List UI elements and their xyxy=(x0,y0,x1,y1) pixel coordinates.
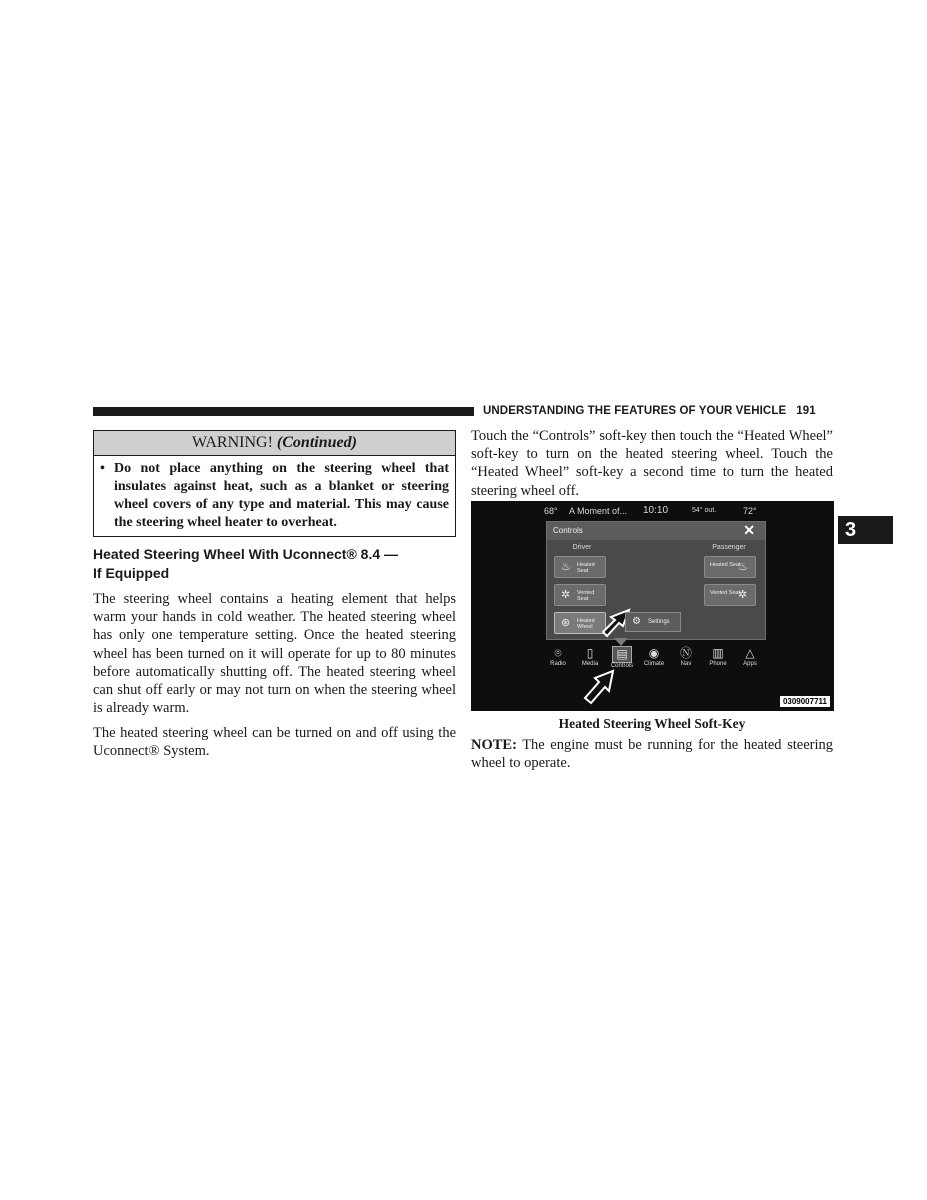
nav-label: Controls xyxy=(610,663,634,669)
passenger-vented-seat-button[interactable] xyxy=(704,584,756,606)
button-label: Vented Seat xyxy=(577,590,595,602)
vented-seat-icon: ✲ xyxy=(561,589,571,601)
note-paragraph xyxy=(471,736,833,772)
steering-wheel-icon: ⊛ xyxy=(561,617,571,629)
compass-icon: Ⓝ xyxy=(679,646,692,660)
status-temp-out: 54° out. xyxy=(692,507,717,514)
nav-phone[interactable] xyxy=(703,646,733,667)
status-temp-in: 68° xyxy=(544,506,558,516)
heated-seat-icon: ♨ xyxy=(738,561,748,573)
gear-icon: ⚙ xyxy=(632,616,641,627)
figure-caption: Heated Steering Wheel Soft-Key xyxy=(558,716,746,731)
warning-text: Do not place anything on the steering wheel that insulates against heat, such as a blanket or steering wheel covers of any type and material. This may cause the steering wheel heater to overheat. xyxy=(114,461,449,530)
bottom-nav xyxy=(543,646,765,678)
warning-item xyxy=(94,456,455,532)
button-label: Vented Seat xyxy=(710,590,740,596)
media-icon: ▯ xyxy=(586,646,594,660)
section-heading-line1: Heated Steering Wheel With Uconnect® 8.4 — xyxy=(93,546,399,562)
nav-label: Climate xyxy=(643,661,665,667)
climate-icon: ◉ xyxy=(648,646,660,660)
phone-icon: ▥ xyxy=(712,646,724,660)
button-label: Heated Wheel xyxy=(577,618,595,630)
button-label: Settings xyxy=(648,619,670,625)
driver-vented-seat-button[interactable] xyxy=(554,584,606,606)
panel-title-bar xyxy=(547,522,765,540)
controls-icon: ▤ xyxy=(612,646,632,663)
panel-title: Controls xyxy=(553,526,583,535)
paragraph-instructions: Touch the “Controls” soft-key then touch the “Heated Wheel” soft-key to turn on the heated steering wheel. Touch the “Heated Wheel” soft-key a second time to turn the heated steering wheel off. xyxy=(471,428,833,499)
arrow-icon xyxy=(579,665,623,709)
nav-climate[interactable] xyxy=(639,646,669,667)
note-text: The engine must be running for the heated steering wheel to operate. xyxy=(471,737,833,772)
nav-media[interactable] xyxy=(575,646,605,667)
nav-label: Nav xyxy=(680,661,692,667)
warning-header xyxy=(94,431,455,456)
note-label: NOTE: xyxy=(471,737,517,753)
nav-nav[interactable] xyxy=(671,646,701,667)
bullet-icon: • xyxy=(100,461,105,476)
nav-label: Media xyxy=(581,661,599,667)
driver-label: Driver xyxy=(572,544,592,551)
vented-seat-icon: ✲ xyxy=(738,589,748,601)
button-label: Heated Seat xyxy=(710,562,741,568)
paragraph-heating-element: The steering wheel contains a heating element that helps warm your hands in cold weather. The heated steering wheel has only one temperature setting. Once the heated steering wheel has been turned on it will operate for up to 80 minutes before automatically shutting off. The heated steering wheel can shut off early or may not turn on when the steering wheel is already warm. xyxy=(93,591,456,717)
apps-icon: △ xyxy=(745,646,755,660)
heated-seat-icon: ♨ xyxy=(561,561,571,573)
nav-radio[interactable] xyxy=(543,646,573,667)
nav-label: Radio xyxy=(550,661,566,667)
nav-label: Apps xyxy=(743,661,757,667)
warning-box xyxy=(93,430,456,537)
status-temp-right: 72° xyxy=(743,506,757,516)
passenger-heated-seat-button[interactable] xyxy=(704,556,756,578)
status-message: A Moment of... xyxy=(569,506,628,516)
uconnect-screen-figure xyxy=(471,501,834,711)
chapter-tab: 3 xyxy=(838,516,893,544)
warning-label: WARNING! xyxy=(192,434,273,451)
tab-pointer xyxy=(614,638,628,646)
header-title: UNDERSTANDING THE FEATURES OF YOUR VEHICLE xyxy=(483,405,787,417)
header-rule xyxy=(93,407,474,416)
nav-apps[interactable] xyxy=(735,646,765,667)
paragraph-uconnect: The heated steering wheel can be turned on and off using the Uconnect® System. xyxy=(93,725,456,760)
button-label: Heated Seat xyxy=(577,562,595,574)
passenger-label: Passenger xyxy=(712,544,746,551)
status-bar xyxy=(471,503,834,521)
nav-label: Phone xyxy=(709,661,727,667)
page-number: 191 xyxy=(796,405,816,417)
driver-heated-seat-button[interactable] xyxy=(554,556,606,578)
status-time: 10:10 xyxy=(643,505,669,516)
figure-code: 0309007711 xyxy=(780,696,830,707)
warning-continued: (Continued) xyxy=(276,434,357,451)
running-header xyxy=(483,405,816,417)
settings-button[interactable] xyxy=(625,612,681,632)
section-heading xyxy=(93,545,456,583)
radio-icon: ⌾ xyxy=(554,646,562,660)
section-heading-line2: If Equipped xyxy=(93,565,170,581)
close-icon[interactable]: ✕ xyxy=(743,522,755,538)
